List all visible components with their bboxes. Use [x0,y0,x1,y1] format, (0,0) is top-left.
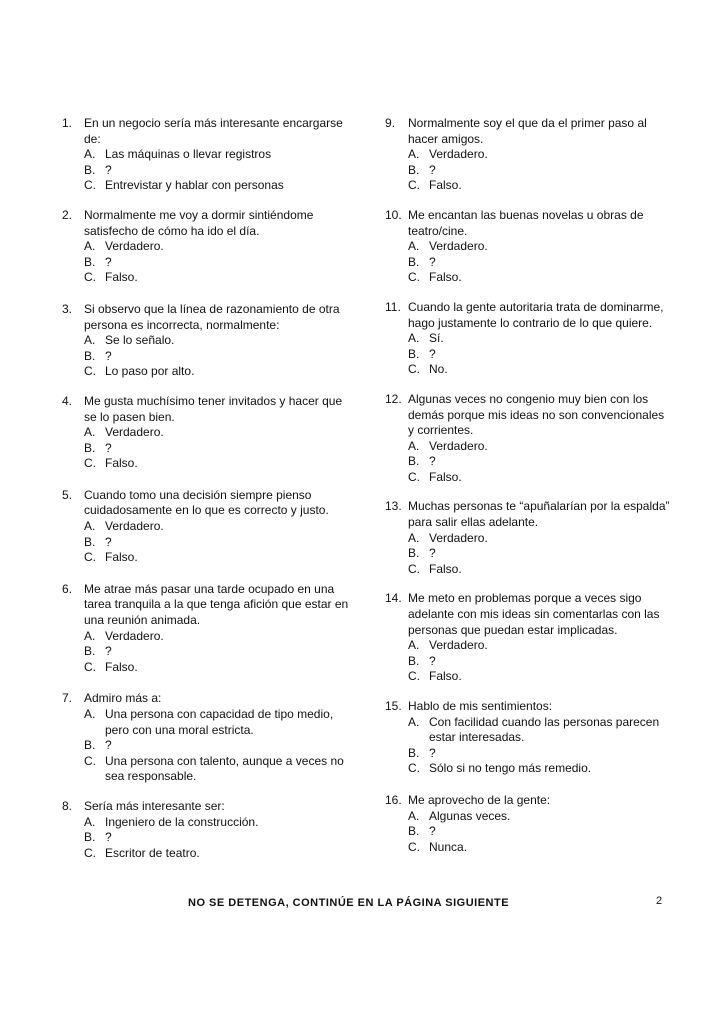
option-text: ? [429,254,436,269]
option-text: No. [429,362,448,377]
question-stem: Me aprovecho de la gente: [408,792,551,807]
question-number: 14. [385,591,402,606]
option-text: Entrevistar y hablar con personas [105,178,284,193]
option-text: ? [105,830,112,845]
answer-option [408,531,670,547]
option-text: Falso. [105,550,138,565]
option-text: ? [429,546,436,561]
option-letter: C. [84,364,96,379]
question-stem: Normalmente me voy a dormir sintiéndome satisfecho de cómo ha ido el día. [84,207,314,238]
option-text: Se lo señalo. [105,333,175,348]
answer-option [408,746,670,762]
option-text: Falso. [105,456,138,471]
option-letter: C. [408,362,420,377]
question-stem: Cuando tomo una decisión siempre pienso cuidadosamente en lo que es correcto y justo. [84,487,329,518]
option-letter: A. [84,814,96,829]
question-body [408,116,670,194]
option-letter: A. [84,519,96,534]
answer-option [408,362,670,378]
question-item [385,591,670,685]
option-letter: C. [408,761,420,776]
page-number: 2 [656,895,663,907]
option-text: Algunas veces. [429,808,511,823]
question-body [408,300,670,378]
option-letter: A. [84,628,96,643]
question-item [62,208,352,286]
answer-option [84,660,352,676]
question-number: 16. [385,792,402,807]
answer-option [408,562,670,578]
option-letter: A. [408,147,420,162]
answer-option [84,239,352,255]
question-body [408,499,670,577]
option-text: Lo paso por alto. [105,364,195,379]
question-stem: Hablo de mis sentimientos: [408,699,553,713]
answer-option [84,163,352,179]
option-letter: A. [84,425,96,440]
answer-option [408,439,670,455]
answer-option [408,270,670,286]
option-text: ? [429,162,436,177]
question-stem: Cuando la gente autoritaria trata de dominarme, hago justamente lo contrario de lo que quiere. [408,299,664,330]
question-body [408,591,670,685]
option-text: Verdadero. [429,438,488,453]
answer-option [84,550,352,566]
answer-option [408,669,670,685]
option-text: Falso. [429,469,462,484]
question-stem: Admiro más a: [84,691,162,706]
option-text: Las máquinas o llevar registros [105,147,272,162]
option-letter: B. [408,653,420,668]
question-number: 10. [385,207,402,222]
question-item [385,208,670,286]
option-text: ? [105,644,112,659]
option-letter: C. [408,839,420,854]
option-letter: C. [408,561,420,576]
right-question-column [385,116,670,855]
answer-option [84,738,352,754]
question-body [84,691,352,785]
option-text: ? [105,534,112,549]
continue-notice: NO SE DETENGA, CONTINÚE EN LA PÁGINA SIGUIENTE [188,897,510,909]
question-body [84,302,352,380]
answer-option [408,809,670,825]
option-text: Sí. [429,331,444,346]
question-stem: Algunas veces no congenio muy bien con los demás porque mis ideas no son convencionales y corrientes. [408,391,665,438]
option-text: Nunca. [429,839,468,854]
answer-option [84,629,352,645]
option-letter: C. [84,270,96,285]
answer-option [84,644,352,660]
answer-option [84,333,352,349]
question-number: 3. [62,301,73,316]
option-letter: C. [84,456,96,471]
answer-option [84,846,352,862]
option-letter: A. [84,333,96,348]
question-stem: Me atrae más pasar una tarde ocupado en una tarea tranquila a la que tenga afición que estar en una reunión animada. [84,581,349,628]
option-text: Verdadero. [105,628,164,643]
question-item [385,116,670,194]
answer-option [408,761,670,777]
option-text: Verdadero. [429,239,488,254]
option-letter: B. [408,346,420,361]
option-letter: C. [84,845,96,860]
option-text: ? [105,738,112,753]
answer-option [84,364,352,380]
option-text: Escritor de teatro. [105,845,200,860]
answer-option [84,815,352,831]
question-body [84,488,352,566]
option-text: Falso. [429,669,462,684]
option-letter: B. [408,546,420,561]
answer-option [408,255,670,271]
answer-option [84,441,352,457]
answer-option [84,255,352,271]
option-text: Falso. [429,270,462,285]
option-letter: A. [84,147,96,162]
answer-option [84,270,352,286]
option-text: Una persona con talento, aunque a veces no sea responsable. [105,753,344,784]
option-text: Una persona con capacidad de tipo medio, pero con una moral estricta. [105,707,334,737]
option-text: Sólo si no tengo más remedio. [429,761,592,776]
option-letter: B. [84,162,96,177]
option-text: Verdadero. [105,425,164,440]
answer-option [84,754,352,785]
question-body [84,394,352,472]
question-item [62,488,352,566]
question-number: 6. [62,581,73,596]
option-letter: A. [408,239,420,254]
question-number: 1. [62,116,73,130]
question-number: 5. [62,487,73,502]
option-letter: C. [408,178,420,193]
option-text: ? [429,653,436,668]
question-item [385,793,670,855]
option-letter: C. [408,669,420,684]
answer-option [408,178,670,194]
option-letter: B. [84,644,96,659]
question-number: 12. [385,391,402,406]
option-text: Verdadero. [429,638,488,653]
option-letter: A. [84,239,96,254]
question-stem: Muchas personas te “apuñalarían por la espalda” para salir ellas adelante. [408,499,670,530]
option-letter: C. [84,178,96,193]
answer-option [84,425,352,441]
option-text: Verdadero. [105,519,164,534]
question-number: 15. [385,699,402,713]
answer-option [84,830,352,846]
answer-option [84,178,352,194]
answer-option [408,840,670,856]
option-letter: B. [408,745,420,760]
option-letter: C. [408,469,420,484]
option-text: ? [105,348,112,363]
answer-option [408,454,670,470]
answer-option [408,347,670,363]
option-text: ? [429,824,436,839]
question-body [408,793,670,855]
option-letter: B. [84,534,96,549]
question-body [84,116,352,194]
question-item [62,302,352,380]
option-letter: C. [84,550,96,565]
option-text: Ingeniero de la construcción. [105,814,259,829]
option-text: ? [105,162,112,177]
option-text: ? [429,454,436,469]
option-letter: A. [408,808,420,823]
answer-option [408,715,670,746]
answer-option [84,147,352,163]
option-letter: B. [84,738,96,753]
option-text: Verdadero. [429,147,488,162]
option-letter: B. [408,454,420,469]
option-letter: B. [408,254,420,269]
option-text: Falso. [105,659,138,674]
question-body [408,392,670,486]
option-letter: A. [408,638,420,653]
answer-option [408,470,670,486]
answer-option [408,331,670,347]
answer-option [408,654,670,670]
option-letter: B. [84,830,96,845]
option-text: ? [429,745,436,760]
question-stem: Me encantan las buenas novelas u obras de teatro/cine. [408,207,644,238]
option-letter: B. [84,348,96,363]
answer-option [84,519,352,535]
question-stem: Sería más interesante ser: [84,798,225,813]
question-body [84,208,352,286]
option-letter: C. [84,659,96,674]
question-stem: Me meto en problemas porque a veces sigo adelante con mis ideas sin comentarlas con las personas que puedan estar implicadas. [408,591,660,637]
question-body [84,582,352,676]
left-question-column [62,116,352,861]
option-text: Falso. [429,561,462,576]
option-letter: C. [408,270,420,285]
question-number: 2. [62,207,73,222]
answer-option [408,147,670,163]
option-letter: A. [84,707,96,721]
answer-option [84,707,352,738]
question-item [62,691,352,785]
answer-option [84,456,352,472]
option-text: Con facilidad cuando las personas parecen estar interesadas. [429,714,660,745]
question-item [62,116,352,194]
option-text: Verdadero. [429,530,488,545]
question-body [84,799,352,861]
option-letter: B. [408,162,420,177]
answer-option [84,535,352,551]
answer-option [408,546,670,562]
question-number: 11. [385,299,401,314]
question-item [62,799,352,861]
question-number: 4. [62,393,73,408]
question-stem: Si observo que la línea de razonamiento de otra persona es incorrecta, normalmente: [84,301,340,332]
question-item [385,300,670,378]
question-item [385,499,670,577]
question-stem: Me gusta muchísimo tener invitados y hacer que se lo pasen bien. [84,393,343,424]
answer-option [408,638,670,654]
option-letter: A. [408,530,420,545]
question-body [408,699,670,777]
answer-option [84,349,352,365]
option-letter: B. [84,440,96,455]
question-number: 13. [385,499,402,514]
option-text: ? [429,346,436,361]
question-item [385,699,670,777]
option-letter: A. [408,438,420,453]
option-text: ? [105,440,112,455]
answer-option [408,239,670,255]
option-letter: A. [408,714,420,729]
option-letter: B. [84,254,96,269]
question-item [385,392,670,486]
answer-option [408,824,670,840]
question-stem: En un negocio sería más interesante encargarse de: [84,116,343,146]
option-letter: B. [408,824,420,839]
option-text: Falso. [429,178,462,193]
option-text: Falso. [105,270,138,285]
option-letter: A. [408,331,420,346]
answer-option [408,163,670,179]
option-text: ? [105,254,112,269]
option-letter: C. [84,753,96,768]
question-body [408,208,670,286]
question-stem: Normalmente soy el que da el primer paso al hacer amigos. [408,116,647,146]
question-item [62,582,352,676]
question-number: 8. [62,798,73,813]
option-text: Verdadero. [105,239,164,254]
question-number: 7. [62,691,73,706]
question-number: 9. [385,116,396,130]
question-item [62,394,352,472]
